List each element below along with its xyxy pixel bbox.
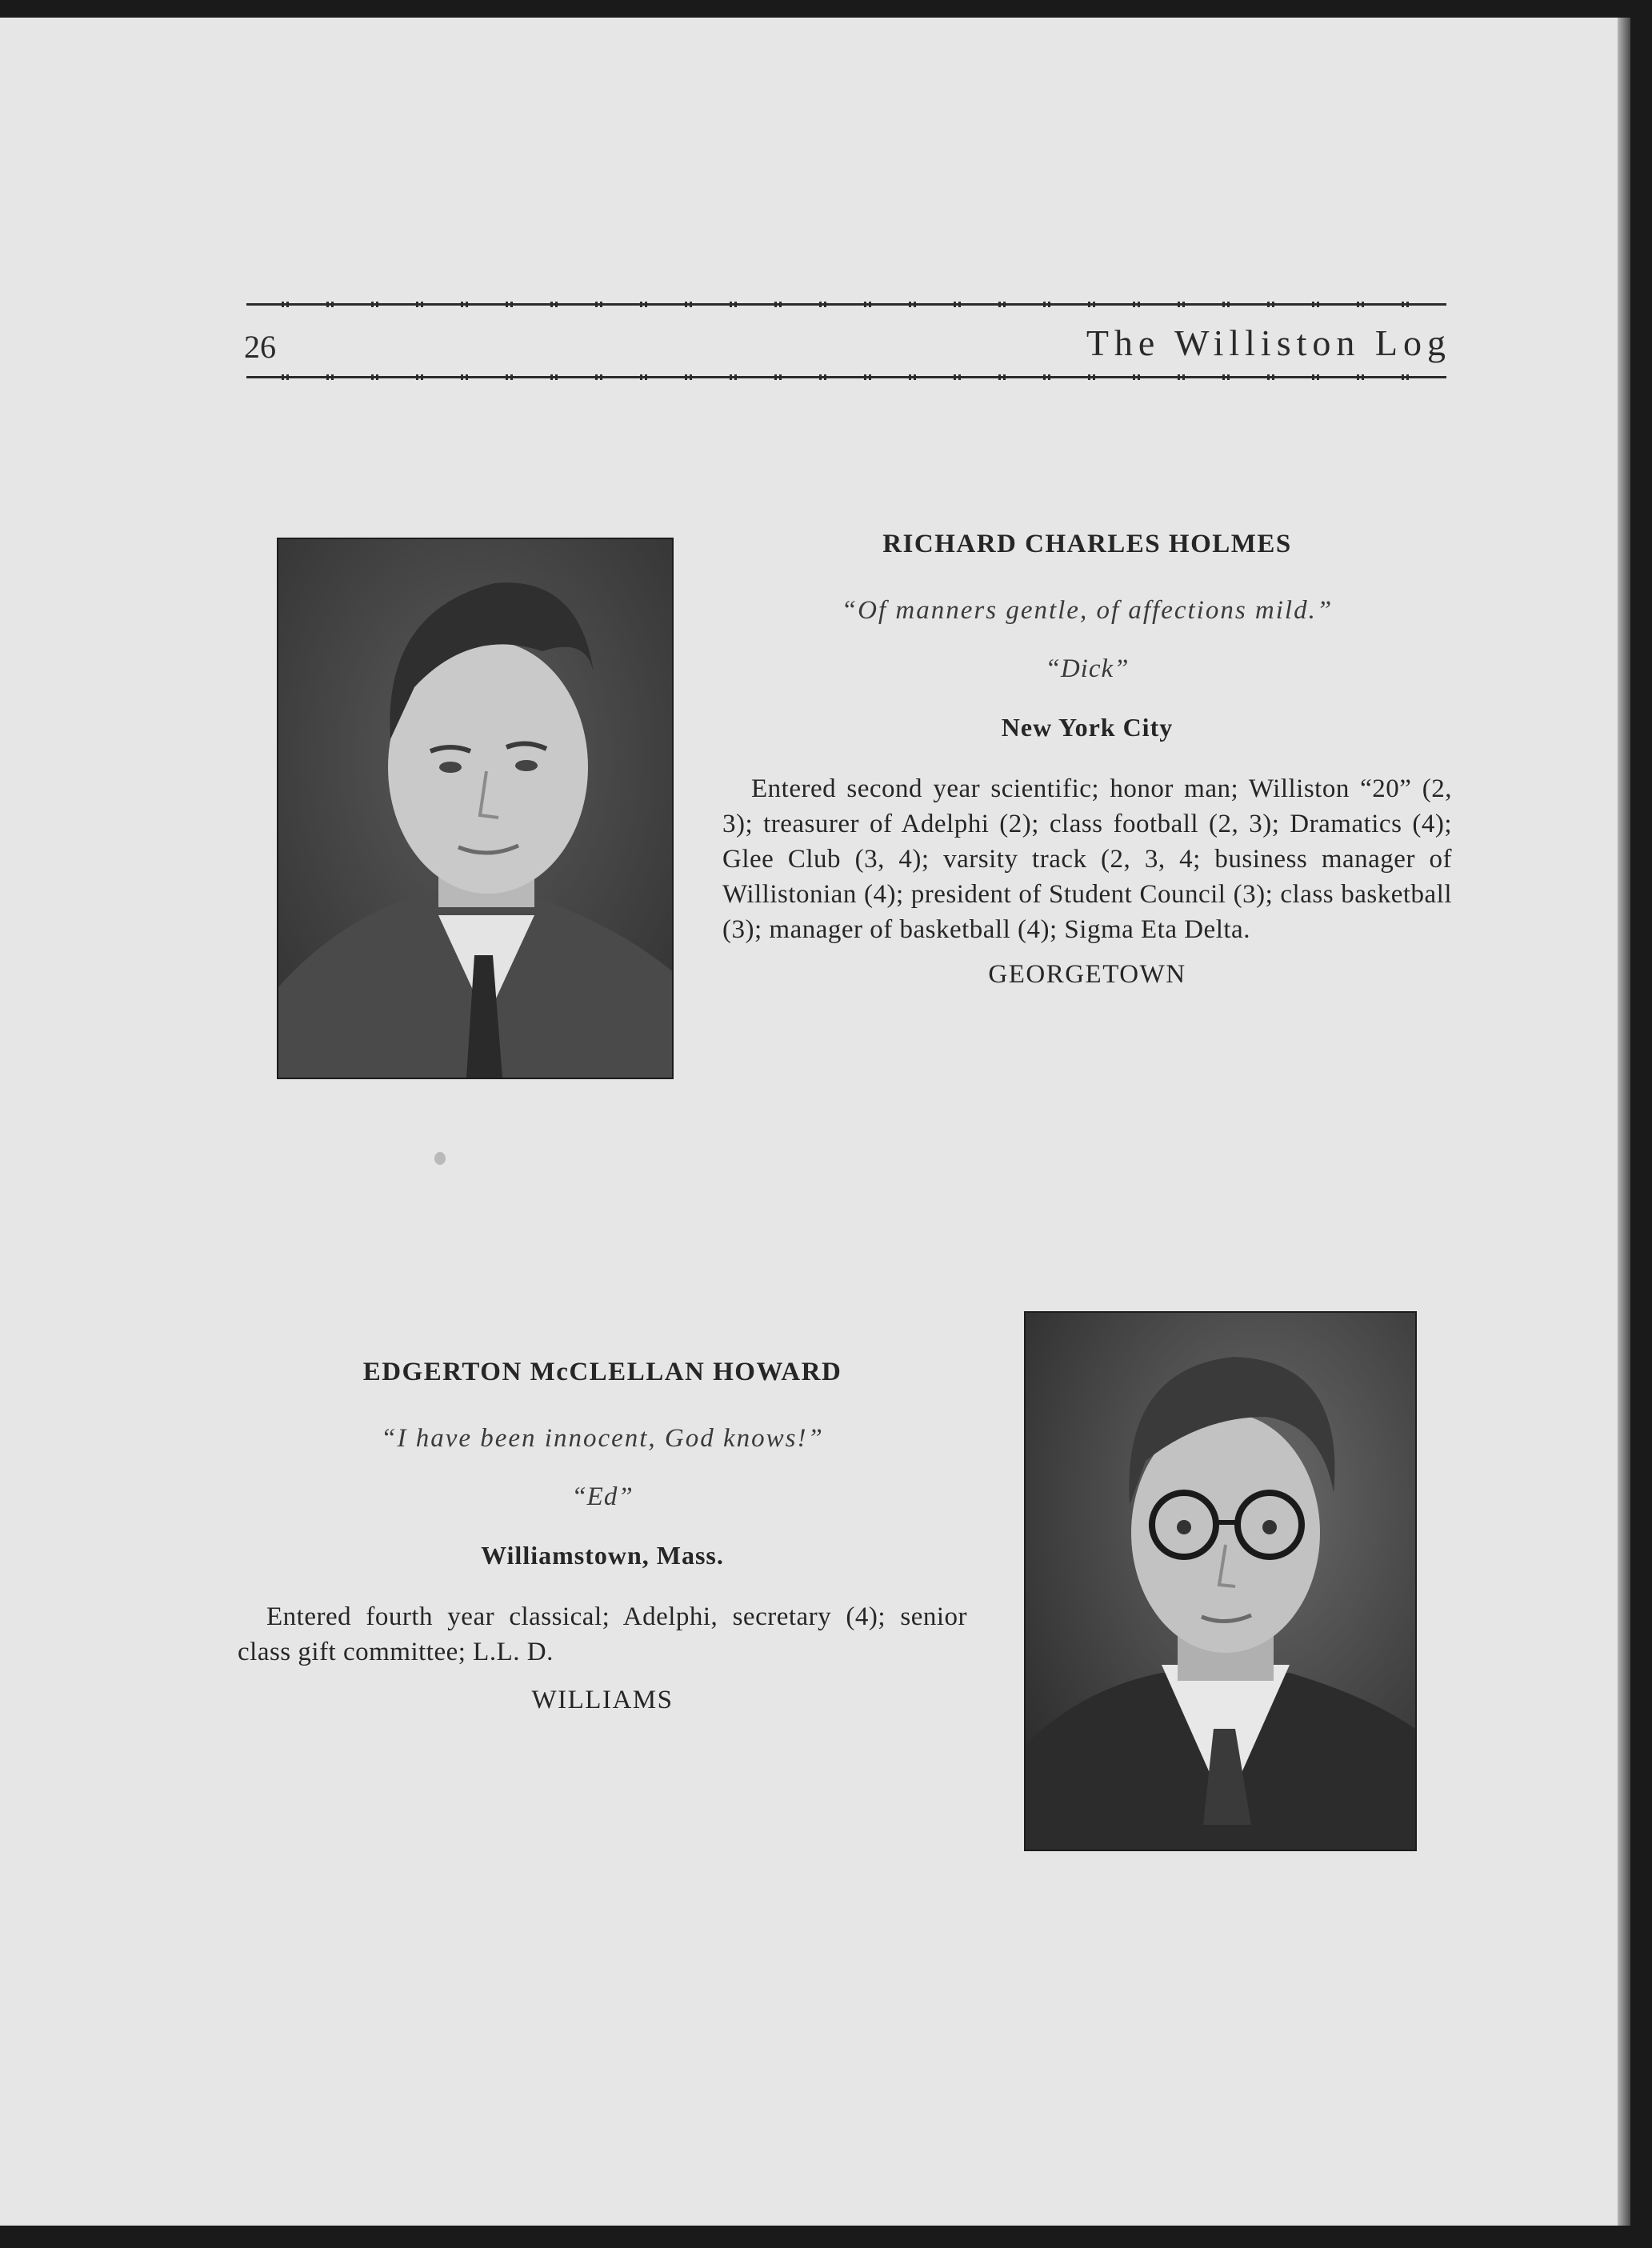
yearbook-page	[0, 18, 1630, 2226]
hometown: Williamstown, Mass.	[481, 1541, 724, 1570]
college: GEORGETOWN	[988, 960, 1186, 989]
book-spine-shadow	[1618, 18, 1630, 2226]
page-number: 26	[244, 329, 276, 365]
motto-quote: “I have been innocent, God knows!”	[381, 1424, 824, 1453]
portrait-photo-holmes	[277, 538, 674, 1079]
hometown: New York City	[1001, 713, 1174, 742]
student-name: EDGERTON McCLELLAN HOWARD	[362, 1358, 842, 1386]
college: WILLIAMS	[531, 1686, 674, 1714]
biography-entry-howard	[238, 1358, 967, 1715]
running-title: The Williston Log	[1086, 322, 1451, 363]
header-rule-top	[246, 302, 1446, 307]
portrait-photo-howard	[1024, 1311, 1417, 1851]
nickname: “Dick”	[1045, 654, 1130, 683]
paper-speck	[434, 1152, 446, 1165]
biography-entry-holmes	[722, 530, 1452, 990]
student-name: RICHARD CHARLES HOLMES	[882, 530, 1292, 558]
motto-quote: “Of manners gentle, of affections mild.”	[841, 596, 1334, 625]
header-rule-bottom	[246, 374, 1446, 380]
nickname: “Ed”	[571, 1482, 634, 1511]
activities-paragraph: Entered second year scientific; honor man; Williston “20” (2, 3); treasurer of Adelphi (2); class football (2, 3); Dramatics (4); Glee Club (3, 4); varsity track (2, 3, 4; business manager of Willistonian (4); president of Student Council (3); class basketball (3); manager of basketball (4); Sigma Eta Delta.	[722, 774, 1452, 944]
activities-paragraph: Entered fourth year classical; Adelphi, secretary (4); senior class gift committee; L.L. D.	[238, 1602, 967, 1666]
